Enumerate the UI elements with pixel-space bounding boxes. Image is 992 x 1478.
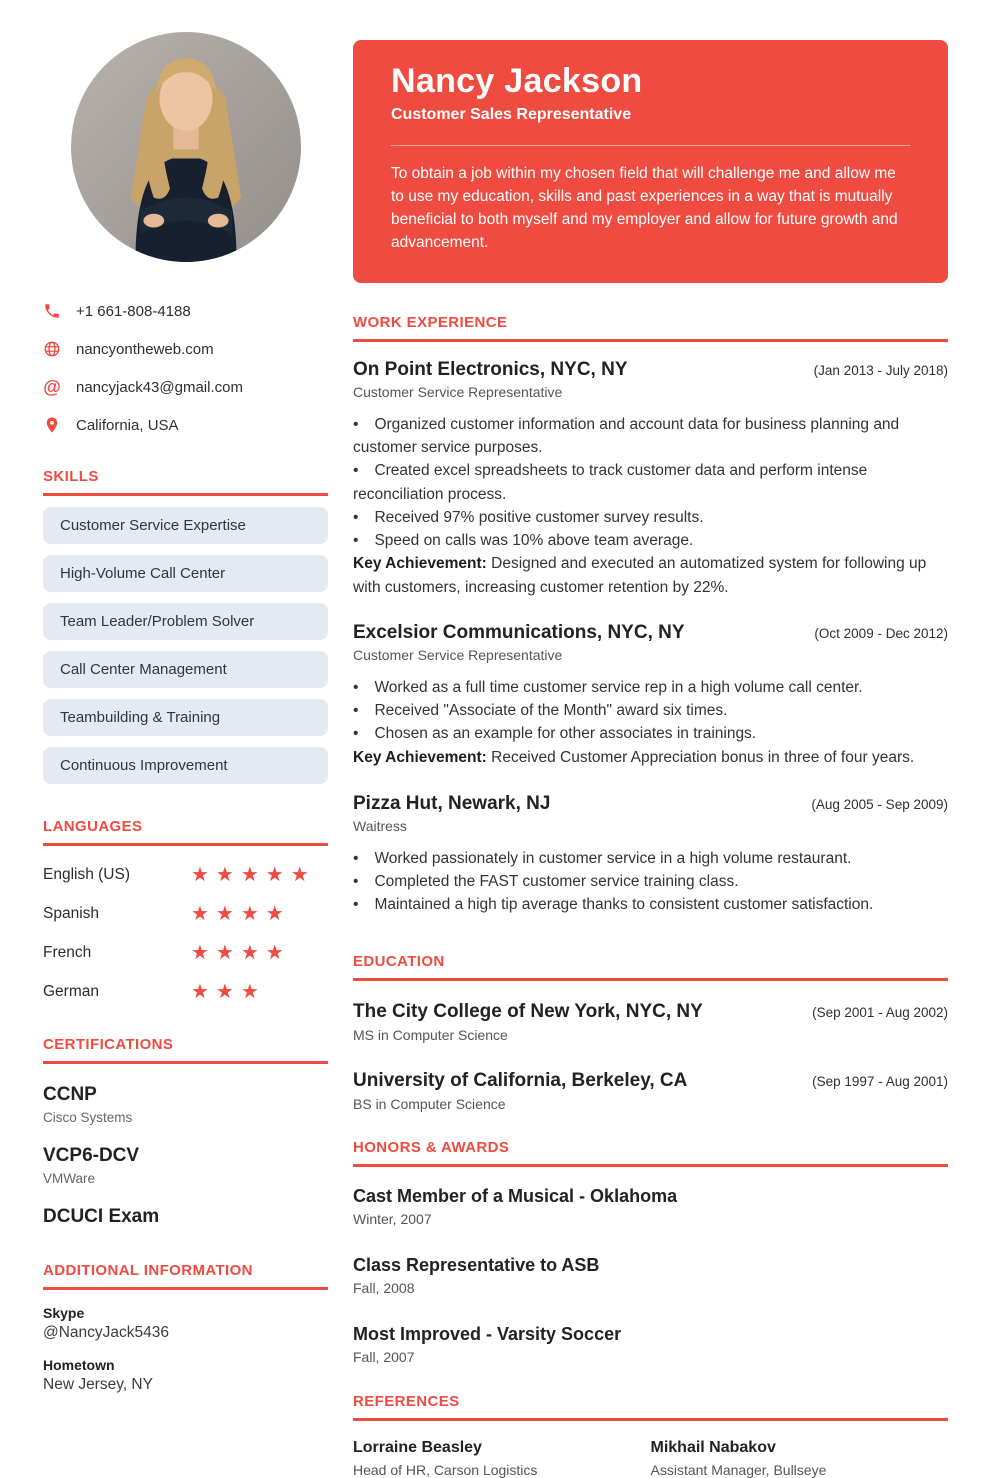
skills-list <box>43 507 328 784</box>
job-header <box>353 622 948 644</box>
certification-org: Cisco Systems <box>43 1110 133 1125</box>
main-column <box>353 0 948 1478</box>
star-rating: ★★★★★ <box>191 864 316 886</box>
education-entry <box>353 1001 948 1043</box>
education-school: University of California, Berkeley, CA <box>353 1069 688 1091</box>
skills-section <box>43 468 328 784</box>
references-heading: REFERENCES <box>353 1393 948 1421</box>
candidate-name: Nancy Jackson <box>391 62 643 100</box>
certification-item <box>43 1084 328 1125</box>
job-entry <box>353 359 948 599</box>
skill-pill: Customer Service Expertise <box>43 507 328 544</box>
education-entry <box>353 1070 948 1112</box>
job-entry <box>353 622 948 769</box>
honor-date: Winter, 2007 <box>353 1210 432 1227</box>
language-row <box>43 904 328 924</box>
additional-info-label: Hometown <box>43 1357 115 1373</box>
profile-photo <box>71 32 301 262</box>
languages-heading: LANGUAGES <box>43 818 328 846</box>
job-dates: (Aug 2005 - Sep 2009) <box>811 796 948 812</box>
honor-date: Fall, 2007 <box>353 1348 415 1365</box>
contact-phone-value: +1 661-808-4188 <box>76 302 191 320</box>
reference-role: Head of HR, Carson Logistics <box>353 1461 538 1478</box>
phone-icon <box>43 302 61 320</box>
job-bullet: • Received 97% positive customer survey results. <box>353 506 948 529</box>
reference-name: Lorraine Beasley <box>353 1438 482 1456</box>
certifications-section <box>43 1036 328 1228</box>
contact-email[interactable] <box>43 378 328 396</box>
honors-heading: HONORS & AWARDS <box>353 1139 948 1167</box>
skill-pill: Team Leader/Problem Solver <box>43 603 328 640</box>
job-bullet: • Maintained a high tip average thanks to consistent customer satisfaction. <box>353 893 948 916</box>
languages-section <box>43 818 328 1002</box>
job-bullet: • Received "Associate of the Month" award six times. <box>353 699 948 722</box>
work-experience-heading: WORK EXPERIENCE <box>353 314 948 342</box>
education-section <box>353 953 948 1112</box>
star-rating: ★★★★ <box>191 903 291 925</box>
certification-name: CCNP <box>43 1084 97 1105</box>
education-dates: (Sep 1997 - Aug 2001) <box>812 1073 948 1089</box>
header-banner <box>353 40 948 283</box>
honors-section <box>353 1139 948 1365</box>
sidebar <box>43 0 328 1404</box>
honor-date: Fall, 2008 <box>353 1279 415 1296</box>
additional-info-section <box>43 1262 328 1394</box>
language-name: German <box>43 983 99 1000</box>
location-pin-icon <box>43 416 61 434</box>
job-bullet: • Worked as a full time customer service rep in a high volume call center. <box>353 676 948 699</box>
language-row <box>43 982 328 1002</box>
language-name: Spanish <box>43 905 100 922</box>
contact-location <box>43 416 328 434</box>
references-section <box>353 1393 948 1478</box>
education-degree: BS in Computer Science <box>353 1095 506 1112</box>
job-bullets <box>353 676 948 769</box>
language-row <box>43 943 328 963</box>
honor-title: Class Representative to ASB <box>353 1254 600 1275</box>
additional-info-label: Skype <box>43 1305 85 1321</box>
job-bullets <box>353 413 948 599</box>
education-header <box>353 1070 948 1092</box>
job-header <box>353 359 948 381</box>
job-role: Waitress <box>353 817 407 834</box>
honor-title: Cast Member of a Musical - Oklahoma <box>353 1185 678 1206</box>
honor-entry <box>353 1186 948 1227</box>
job-bullet: • Speed on calls was 10% above team average. <box>353 529 948 552</box>
contact-website-value: nancyontheweb.com <box>76 340 214 358</box>
language-name: French <box>43 944 92 961</box>
language-name: English (US) <box>43 866 130 883</box>
skill-pill: High-Volume Call Center <box>43 555 328 592</box>
contact-phone[interactable] <box>43 302 328 320</box>
honor-title: Most Improved - Varsity Soccer <box>353 1323 622 1344</box>
job-dates: (Oct 2009 - Dec 2012) <box>814 625 948 641</box>
job-achievement <box>353 746 948 769</box>
additional-info-heading: ADDITIONAL INFORMATION <box>43 1262 328 1290</box>
honor-entry <box>353 1324 948 1365</box>
work-experience-section <box>353 314 948 917</box>
job-dates: (Jan 2013 - July 2018) <box>813 362 948 378</box>
job-header <box>353 793 948 815</box>
job-bullet: • Created excel spreadsheets to track customer data and perform intense reconciliation process. <box>353 459 948 506</box>
education-school: The City College of New York, NYC, NY <box>353 1000 703 1022</box>
certification-item <box>43 1145 328 1186</box>
reference-entry <box>651 1439 949 1478</box>
at-sign-icon: @ <box>43 377 61 397</box>
job-achievement-label: Key Achievement: <box>353 555 487 573</box>
certification-org: VMWare <box>43 1171 96 1186</box>
job-company: Excelsior Communications, NYC, NY <box>353 621 685 643</box>
additional-info-value: New Jersey, NY <box>43 1376 153 1393</box>
education-dates: (Sep 2001 - Aug 2002) <box>812 1004 948 1020</box>
job-bullet: • Completed the FAST customer service training class. <box>353 870 948 893</box>
job-entry <box>353 793 948 917</box>
objective-text: To obtain a job within my chosen field that will challenge me and allow me to use my education, skills and past experiences in a way that is mutually beneficial to both myself and my employer and allow for future growth and advancement. <box>391 165 898 251</box>
reference-entry <box>353 1439 651 1478</box>
reference-role: Assistant Manager, Bullseye <box>650 1461 827 1478</box>
job-bullet: • Chosen as an example for other associates in trainings. <box>353 722 948 745</box>
job-bullet: • Worked passionately in customer service in a high volume restaurant. <box>353 847 948 870</box>
job-role: Customer Service Representative <box>353 383 563 400</box>
job-company: On Point Electronics, NYC, NY <box>353 358 628 380</box>
certifications-heading: CERTIFICATIONS <box>43 1036 328 1064</box>
star-rating: ★★★ <box>191 981 266 1003</box>
skills-heading: SKILLS <box>43 468 328 496</box>
contact-website[interactable] <box>43 340 328 358</box>
certification-name: VCP6-DCV <box>43 1145 140 1166</box>
additional-info-item <box>43 1357 328 1394</box>
job-achievement-text: Received Customer Appreciation bonus in three of four years. <box>491 748 915 766</box>
certification-name: DCUCI Exam <box>43 1206 160 1227</box>
job-bullet: • Organized customer information and account data for business planning and customer service purposes. <box>353 413 948 460</box>
education-header <box>353 1001 948 1023</box>
candidate-title: Customer Sales Representative <box>391 106 632 123</box>
language-row <box>43 865 328 885</box>
skill-pill: Continuous Improvement <box>43 747 328 784</box>
additional-info-item <box>43 1305 328 1342</box>
contact-list <box>43 302 328 434</box>
honor-entry <box>353 1255 948 1296</box>
education-degree: MS in Computer Science <box>353 1026 508 1043</box>
job-role: Customer Service Representative <box>353 646 563 663</box>
star-rating: ★★★★ <box>191 942 291 964</box>
profile-photo-illustration <box>71 32 301 262</box>
skill-pill: Teambuilding & Training <box>43 699 328 736</box>
globe-icon <box>43 340 61 358</box>
additional-info-value: @NancyJack5436 <box>43 1324 170 1341</box>
header-divider <box>391 145 910 146</box>
job-company: Pizza Hut, Newark, NJ <box>353 792 551 814</box>
contact-email-value: nancyjack43@gmail.com <box>76 378 243 396</box>
job-achievement <box>353 552 948 599</box>
skill-pill: Call Center Management <box>43 651 328 688</box>
job-achievement-label: Key Achievement: <box>353 748 487 766</box>
contact-location-value: California, USA <box>76 416 179 434</box>
certification-item <box>43 1206 328 1228</box>
reference-name: Mikhail Nabakov <box>650 1438 776 1456</box>
job-bullets <box>353 847 948 917</box>
job-achievement-text: Designed and executed an automatized system for following up with customers, increasing customer retention by 22%. <box>353 555 927 596</box>
references-grid <box>353 1439 948 1478</box>
education-heading: EDUCATION <box>353 953 948 981</box>
